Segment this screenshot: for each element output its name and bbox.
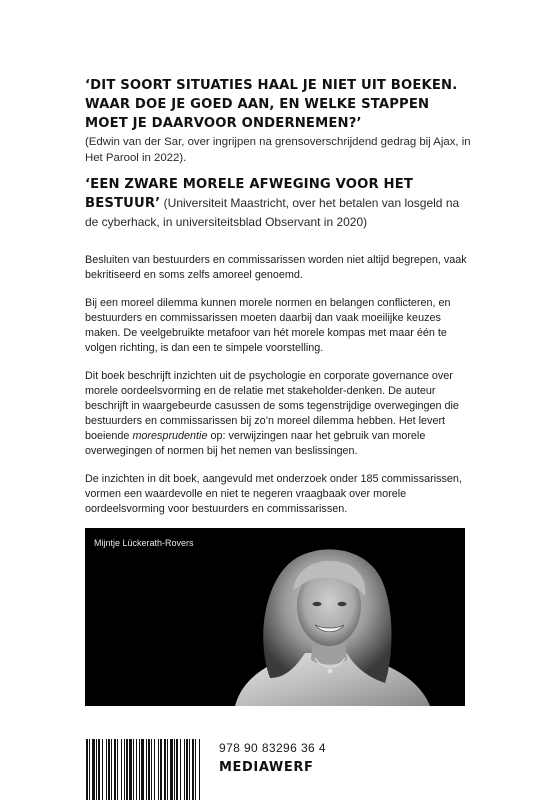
barcode-bar	[108, 739, 110, 800]
blurb-paragraph-4: De inzichten in dit boek, aangevuld met onderzoek onder 185 commissarissen, vormen een waardevolle en niet te negeren vraagbaak over morele oordeelsvorming voor bestuurders en commissarissen.	[85, 472, 462, 515]
barcode-bar	[167, 739, 168, 800]
barcode-bar	[129, 739, 132, 800]
barcode-bar	[86, 739, 88, 800]
quote-block-1	[85, 76, 475, 166]
barcode-bar	[92, 739, 95, 800]
barcode-bar	[126, 739, 128, 800]
right-eye	[338, 602, 347, 606]
blurb-paragraph-3	[85, 369, 469, 460]
isbn-number: 978 90 83296 36 4	[219, 741, 326, 755]
necklace-pendant	[328, 669, 333, 674]
barcode-bar	[184, 739, 185, 800]
barcode-bar	[102, 739, 103, 800]
barcode-bar	[121, 739, 122, 800]
blurb-paragraph-3-part-b: op: verwijzingen naar het gebruik van morele overwegingen of normen bij het nemen van beslissingen.	[85, 429, 426, 458]
barcode-bar	[164, 739, 166, 800]
barcode-bar	[151, 739, 152, 800]
author-portrait-illustration	[85, 528, 465, 706]
barcode-bar	[96, 739, 97, 800]
blurb-paragraph-2: Bij een moreel dilemma kunnen morele normen en belangen conflicteren, en bestuurders en commissarissen moeten daarbij dan vaak moeilijke keuzes maken. De veelgebruikte metafoor van hét morele kompas met maar één te volgen richting, is dan een te simpele voorstelling.	[85, 296, 451, 354]
barcode-bar	[139, 739, 140, 800]
barcode-bar	[186, 739, 188, 800]
left-eye	[313, 602, 322, 606]
blurb-emphasis-term: moresprudentie	[132, 429, 208, 442]
blurb-paragraph-1: Besluiten van bestuurders en commissarissen worden niet altijd begrepen, vaak bekritiseerd en soms zelfs amoreel genoemd.	[85, 254, 467, 282]
barcode-bar	[174, 739, 175, 800]
barcode-bar	[158, 739, 159, 800]
barcode-bar	[148, 739, 150, 800]
blurb-paragraph-3-part-a: Dit boek beschrijft inzichten uit de psychologie en corporate governance over morele oordeelsvorming en de relatie met stakeholder-denken. De auteur beschrijft in waargebeurde casussen de soms tegenstrijdige overwegingen die bestuurders en commissarissen bij zo’n moreel dilemma hebben. Het levert boeiende	[85, 369, 459, 442]
blurb-text	[85, 253, 469, 529]
barcode-bar	[106, 739, 107, 800]
publisher-name: MEDIAWERF	[219, 760, 314, 775]
barcode-bar	[154, 739, 155, 800]
barcode-bar	[146, 739, 147, 800]
quote-1-heading: ‘DIT SOORT SITUATIES HAAL JE NIET UIT BOEKEN. WAAR DOE JE GOED AAN, EN WELKE STAPPEN MOET JE DAARVOOR ONDERNEMEN?’	[85, 78, 458, 131]
quote-block-2	[85, 175, 475, 231]
quote-2-heading: ‘EEN ZWARE MORELE AFWEGING VOOR HET BESTUUR’	[85, 177, 414, 211]
author-photo	[85, 528, 465, 706]
barcode-bar	[117, 739, 118, 800]
barcode-bar	[124, 739, 125, 800]
barcode-bar	[114, 739, 116, 800]
barcode-bar	[192, 739, 194, 800]
barcode-bar	[89, 739, 90, 800]
barcode-bar	[180, 739, 181, 800]
photo-caption: Mijntje Lückerath-Rovers	[94, 538, 194, 548]
barcode-bar	[199, 739, 200, 800]
barcode-bar	[136, 739, 137, 800]
barcode-bar	[111, 739, 112, 800]
barcode-bar	[160, 739, 162, 800]
barcode-bar	[176, 739, 178, 800]
quote-2-source: (Universiteit Maastricht, over het betalen van losgeld na de cyberhack, in universiteitsblad Observant in 2020)	[85, 196, 460, 229]
barcode-bar	[133, 739, 134, 800]
barcode-bar	[98, 739, 100, 800]
barcode-bar	[195, 739, 196, 800]
barcode-bar	[189, 739, 190, 800]
barcode-bar	[170, 739, 173, 800]
barcode-bar	[141, 739, 144, 800]
isbn-barcode	[85, 739, 203, 800]
quote-1-source: (Edwin van der Sar, over ingrijpen na grensoverschrijdend gedrag bij Ajax, in Het Parool in 2022).	[85, 136, 471, 164]
